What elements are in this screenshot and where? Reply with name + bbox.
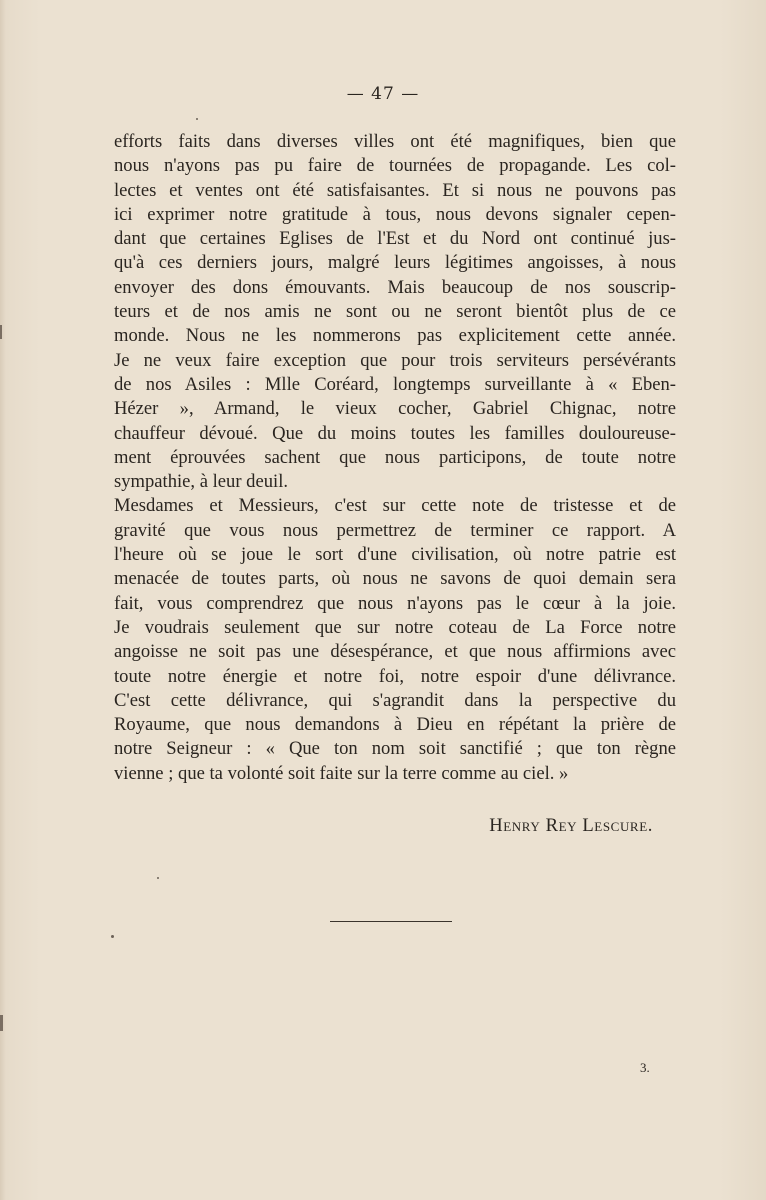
- text-line: Hézer », Armand, le vieux cocher, Gabriel Chignac, notre: [114, 398, 676, 420]
- text-line: teurs et de nos amis ne sont ou ne seront bientôt plus de ce: [114, 301, 676, 323]
- text-line: Royaume, que nous demandons à Dieu en répétant la prière de: [114, 714, 676, 736]
- paragraph-2: [114, 494, 676, 786]
- text-line: Je ne veux faire exception que pour trois serviteurs persévérants: [114, 349, 676, 371]
- text-line: fait, vous comprendrez que nous n'ayons pas le cœur à la joie.: [114, 592, 676, 614]
- text-line: efforts faits dans diverses villes ont été magnifiques, bien que: [114, 131, 676, 152]
- signature: Henry Rey Lescure.: [489, 815, 653, 836]
- text-line: Mesdames et Messieurs, c'est sur cette note de tristesse et de: [114, 495, 676, 517]
- page-number: — 47 —: [346, 84, 420, 104]
- text-line: Je voudrais seulement que sur notre coteau de La Force notre: [114, 616, 676, 638]
- folio-mark: 3.: [640, 1060, 650, 1075]
- text-line: lectes et ventes ont été satisfaisantes. Et si nous ne pouvons pas: [114, 179, 676, 201]
- text-line: ici exprimer notre gratitude à tous, nous devons signaler cepen-: [114, 203, 676, 225]
- paragraph-1: [114, 130, 676, 494]
- paper-speck: [111, 935, 114, 938]
- text-line: l'heure où se joue le sort d'une civilisation, où notre patrie est: [114, 544, 676, 566]
- page-edge-mark: [0, 1015, 3, 1031]
- text-line: angoisse ne soit pas une désespérance, et que nous affirmions avec: [114, 641, 676, 663]
- paper-speck: [157, 877, 159, 879]
- text-line: chauffeur dévoué. Que du moins toutes les familles douloureuse-: [114, 422, 676, 444]
- text-line: envoyer des dons émouvants. Mais beaucoup de nos souscrip-: [114, 276, 676, 298]
- text-line: notre Seigneur : « Que ton nom soit sanctifié ; que ton règne: [114, 738, 676, 760]
- text-line: sympathie, à leur deuil.: [114, 471, 289, 493]
- text-line: nous n'ayons pas pu faire de tournées de propagande. Les col-: [114, 155, 676, 177]
- text-line: ment éprouvées sachent que nous participons, de toute notre: [114, 446, 676, 468]
- text-line: menacée de toutes parts, où nous ne savons de quoi demain sera: [114, 568, 676, 590]
- text-line: gravité que vous nous permettrez de terminer ce rapport. A: [114, 519, 676, 541]
- body-text: [114, 130, 676, 786]
- text-line: toute notre énergie et notre foi, notre espoir d'une délivrance.: [114, 665, 676, 687]
- text-line: C'est cette délivrance, qui s'agrandit dans la perspective du: [114, 689, 676, 711]
- text-line: vienne ; que ta volonté soit faite sur la terre comme au ciel. »: [114, 762, 569, 784]
- text-line: dant que certaines Eglises de l'Est et du Nord ont continué jus-: [114, 228, 676, 250]
- page-edge-mark: [0, 325, 2, 339]
- closing-rule: [330, 921, 452, 922]
- text-line: de nos Asiles : Mlle Coréard, longtemps surveillante à « Eben-: [114, 373, 676, 395]
- paper-speck: [196, 118, 198, 120]
- text-line: monde. Nous ne les nommerons pas explicitement cette année.: [114, 325, 676, 347]
- text-line: qu'à ces derniers jours, malgré leurs légitimes angoisses, à nous: [114, 252, 676, 274]
